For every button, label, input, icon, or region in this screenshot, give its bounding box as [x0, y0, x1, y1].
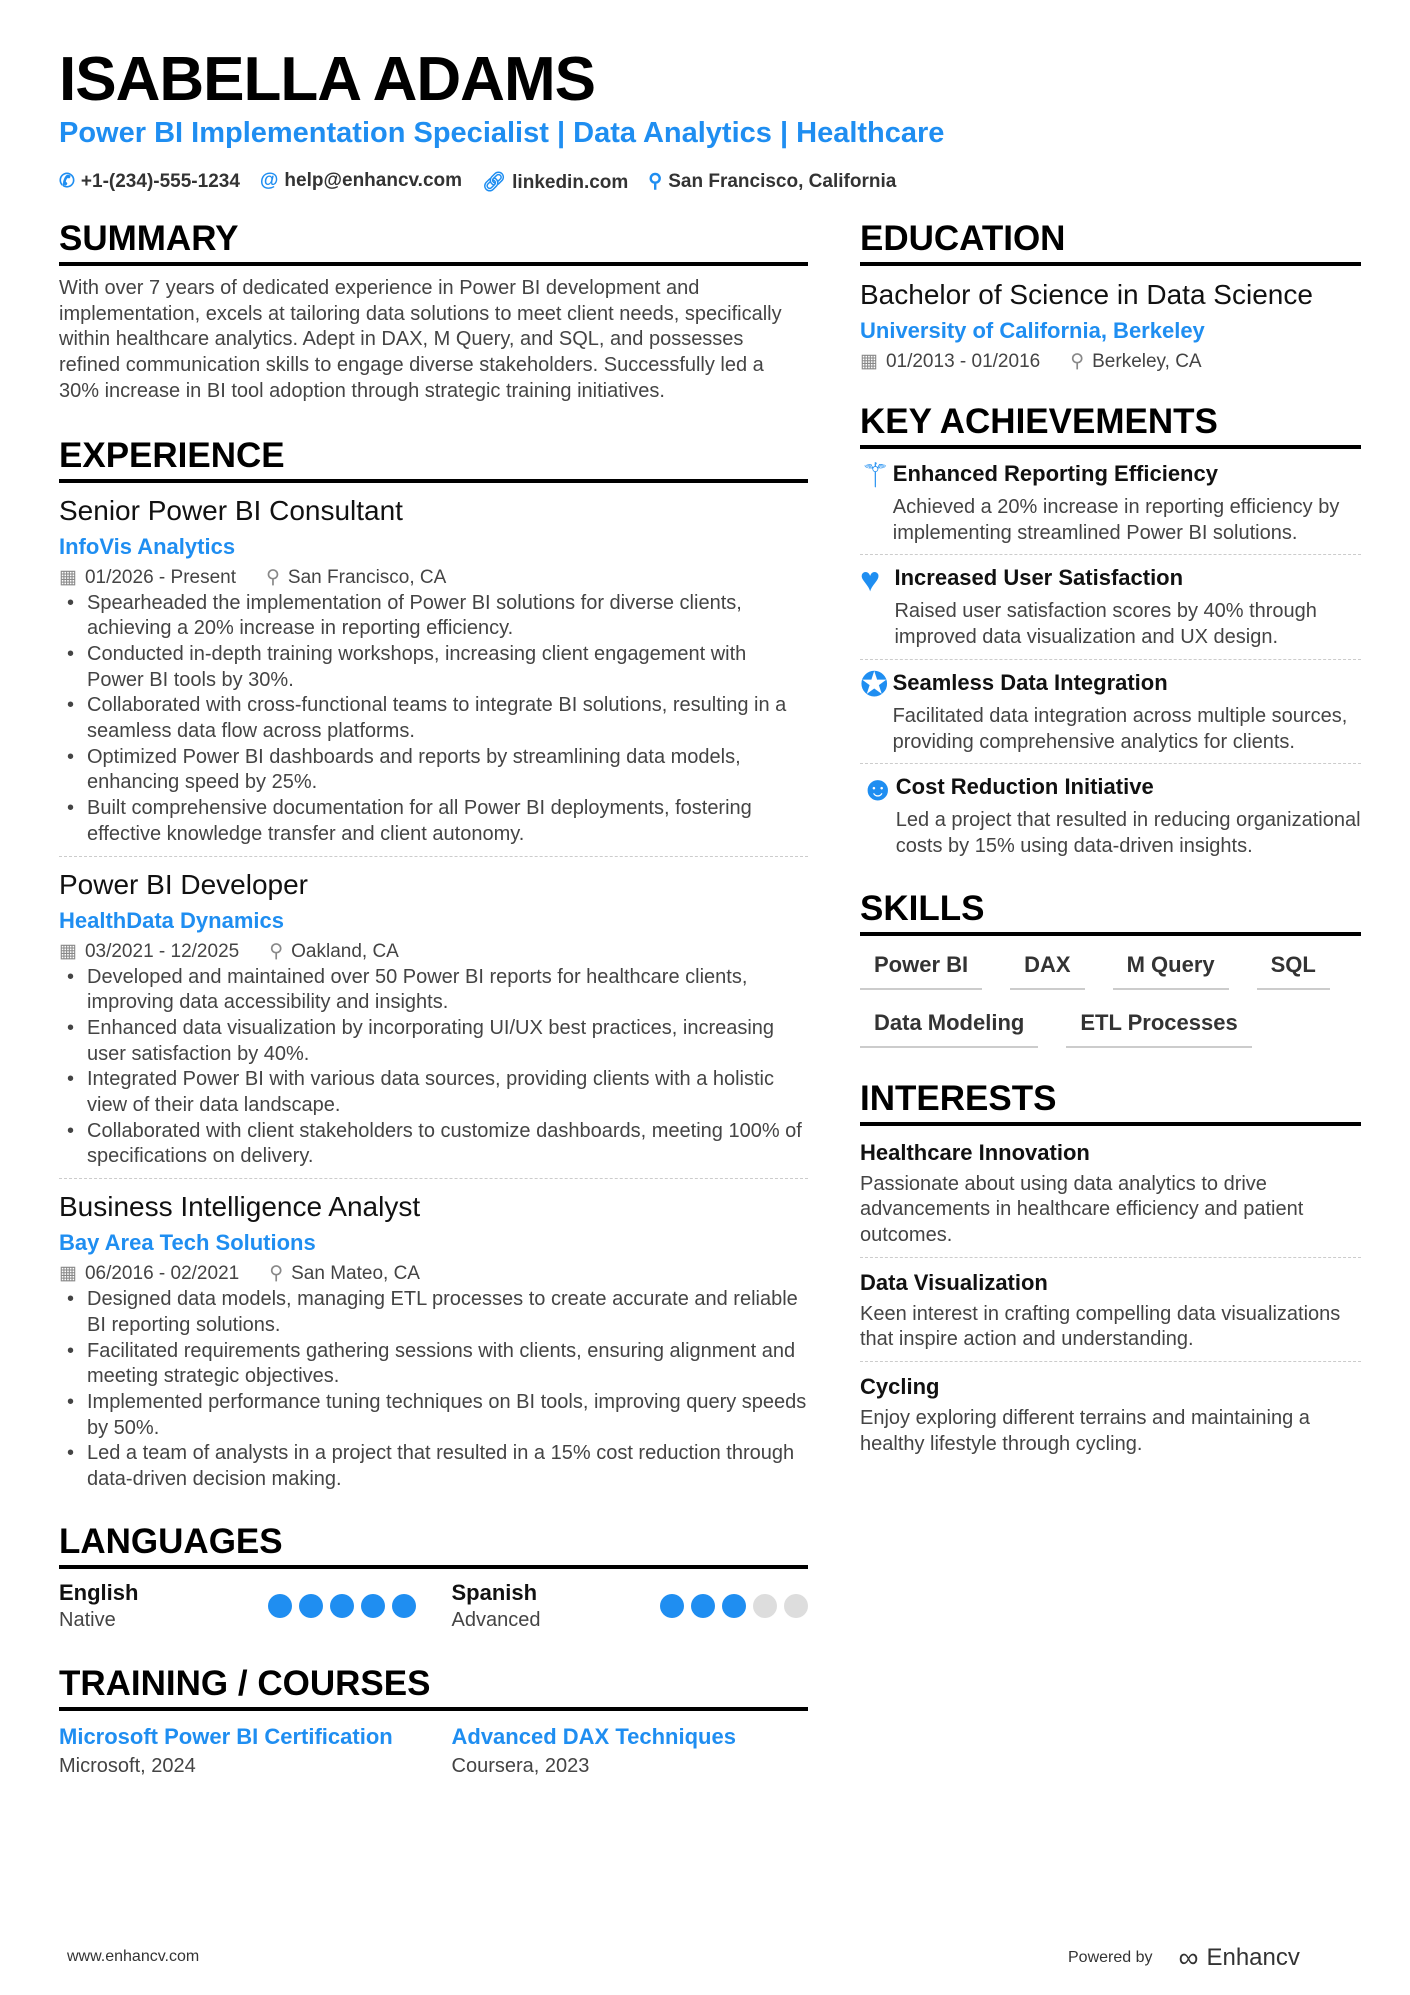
- education-section: [860, 218, 1361, 375]
- language-item: [452, 1579, 809, 1633]
- achievement-item: [860, 451, 1361, 555]
- bullet-item: • Integrated Power BI with various data sources, providing clients with a holistic view of their data landscape.: [59, 1067, 808, 1118]
- interest-item: [860, 1136, 1361, 1258]
- skill-tag: Power BI: [860, 946, 982, 990]
- language-info: [59, 1579, 138, 1633]
- footer-branding: Powered by ∞ Enhancv: [1068, 1942, 1300, 1973]
- linkedin[interactable]: 🔗︎ linkedin.com: [482, 172, 629, 193]
- section-heading: INTERESTS: [860, 1078, 1361, 1126]
- section-heading: KEY ACHIEVEMENTS: [860, 401, 1361, 449]
- rating-dot: [268, 1594, 292, 1618]
- company-name: InfoVis Analytics: [59, 533, 236, 559]
- bullet-item: • Enhanced data visualization by incorporating UI/UX best practices, increasing user satisfaction by 40%.: [59, 1016, 808, 1067]
- location-pin-icon: ⚲: [269, 1263, 284, 1285]
- bullet-item: • Developed and maintained over 50 Power BI reports for healthcare clients, improving data accessibility and insights.: [59, 965, 808, 1016]
- job-bullets: [59, 591, 808, 848]
- enhancv-logo: ∞ Enhancv: [1178, 1942, 1300, 1973]
- bullet-item: • Built comprehensive documentation for all Power BI deployments, fostering effective knowledge transfer and client autonomy.: [59, 796, 808, 847]
- calendar-icon: ▦: [59, 1263, 77, 1285]
- job-meta: [59, 565, 808, 591]
- job-location-text: Oakland, CA: [291, 940, 399, 962]
- bullet-item: • Spearheaded the implementation of Power BI solutions for diverse clients, achieving a 20% increase in reporting efficiency.: [59, 591, 808, 642]
- rating-dot: [330, 1594, 354, 1618]
- language-name: English: [59, 1579, 139, 1605]
- award-icon: ✪: [860, 665, 889, 704]
- interest-item: [860, 1266, 1361, 1362]
- language-rating: [660, 1594, 808, 1618]
- job-meta: [59, 1261, 808, 1287]
- summary-text: With over 7 years of dedicated experience in Power BI development and implementation, excels at tailoring data solutions to meet client needs, specifically within healthcare analytics. Adept in DAX, M Query, and SQL, and possesses refined communication skills to engage diverse stakeholders. Successfully led a 30% increase in BI tool adoption through strategic training initiatives.: [59, 277, 782, 402]
- interest-text: Enjoy exploring different terrains and maintaining a healthy lifestyle through cycling.: [860, 1407, 1310, 1455]
- section-heading: LANGUAGES: [59, 1521, 808, 1569]
- achievement-text: Facilitated data integration across multiple sources, providing comprehensive analytics for clients.: [892, 704, 1348, 753]
- job-location-text: San Francisco, CA: [287, 566, 447, 588]
- heart-icon: ♥: [860, 561, 881, 600]
- enhancv-logo-icon: ∞: [1178, 1942, 1199, 1973]
- rating-dot: [722, 1594, 746, 1618]
- achievements-section: [860, 401, 1361, 868]
- job-location-text: San Mateo, CA: [291, 1263, 420, 1285]
- bullet-item: • Optimized Power BI dashboards and reports by streamlining data models, enhancing speed by 25%.: [59, 745, 808, 796]
- school: University of California, Berkeley: [860, 318, 1205, 343]
- location-pin-icon: ⚲: [1070, 351, 1085, 372]
- achievement-title: Seamless Data Integration: [892, 669, 1168, 695]
- head-icon: ☻: [860, 770, 896, 809]
- calendar-icon: ▦: [860, 351, 878, 372]
- job-title: Power BI Developer: [59, 868, 309, 900]
- job-location: [269, 1261, 420, 1287]
- course-detail: Coursera, 2023: [451, 1754, 590, 1777]
- achievement-item: [860, 555, 1361, 659]
- rating-dot: [299, 1594, 323, 1618]
- job-bullets: [59, 965, 808, 1171]
- interest-title: Cycling: [860, 1374, 940, 1400]
- magic-wand-icon: ⚚: [860, 457, 891, 495]
- left-column: [59, 218, 808, 1779]
- location-pin-icon: ⚲: [269, 940, 284, 962]
- job-meta: [59, 939, 808, 965]
- phone: ✆ +1-(234)-555-1234: [59, 171, 240, 192]
- job-dates: [59, 939, 239, 965]
- languages-section: [59, 1521, 808, 1633]
- location: ⚲ San Francisco, California: [648, 171, 897, 192]
- rating-dot: [691, 1594, 715, 1618]
- bullet-item: • Collaborated with client stakeholders to customize dashboards, meeting 100% of specifications on delivery.: [59, 1119, 808, 1170]
- company-name: Bay Area Tech Solutions: [59, 1230, 316, 1256]
- at-icon: @: [259, 170, 279, 191]
- skill-tag: M Query: [1113, 946, 1229, 990]
- section-heading: TRAINING / COURSES: [59, 1663, 808, 1711]
- skill-tag: SQL: [1257, 946, 1330, 990]
- bullet-item: • Facilitated requirements gathering sessions with clients, ensuring alignment and meeting strategic objectives.: [59, 1339, 808, 1390]
- job-title: Senior Power BI Consultant: [59, 494, 403, 526]
- job-dates: [59, 1261, 239, 1287]
- language-rating: [268, 1594, 416, 1618]
- achievement-item: [860, 660, 1361, 764]
- achievement-body: [893, 668, 1361, 755]
- candidate-title: Power BI Implementation Specialist | Data Analytics | Healthcare: [59, 117, 945, 149]
- achievement-text: Raised user satisfaction scores by 40% through improved data visualization and UX design.: [894, 600, 1317, 649]
- rating-dot: [392, 1594, 416, 1618]
- job-dates-text: 06/2016 - 02/2021: [84, 1263, 240, 1285]
- job-entry: [59, 1189, 808, 1501]
- phone-icon: ✆: [59, 171, 75, 192]
- course-item: [452, 1721, 809, 1779]
- rating-dot: [784, 1594, 808, 1618]
- bullet-item: • Led a team of analysts in a project that resulted in a 15% cost reduction through data-driven decision making.: [59, 1441, 808, 1492]
- interest-text: Keen interest in crafting compelling data visualizations that inspire action and understanding.: [860, 1302, 1341, 1351]
- section-heading: EXPERIENCE: [59, 435, 808, 483]
- bullet-item: • Implemented performance tuning techniques on BI tools, improving query speeds by 50%.: [59, 1390, 808, 1441]
- skill-tag: ETL Processes: [1066, 1004, 1251, 1048]
- job-dates-text: 03/2021 - 12/2025: [84, 940, 240, 962]
- summary-section: [59, 218, 808, 405]
- job-dates-text: 01/2026 - Present: [84, 566, 236, 588]
- job-entry: [59, 493, 808, 857]
- right-column: [860, 218, 1361, 1474]
- language-info: [452, 1579, 541, 1633]
- job-bullets: [59, 1287, 808, 1493]
- interest-title: Data Visualization: [860, 1269, 1048, 1295]
- achievement-title: Increased User Satisfaction: [894, 565, 1184, 591]
- course-detail: Microsoft, 2024: [59, 1754, 196, 1777]
- language-level: Native: [59, 1608, 116, 1631]
- job-entry: [59, 867, 808, 1180]
- location-pin-icon: ⚲: [648, 171, 663, 192]
- section-heading: SKILLS: [860, 888, 1361, 936]
- achievement-text: Achieved a 20% increase in reporting efficiency by implementing streamlined Power BI solutions.: [892, 496, 1340, 544]
- rating-dot: [361, 1594, 385, 1618]
- link-icon: 🔗︎: [482, 172, 507, 193]
- calendar-icon: ▦: [59, 566, 77, 588]
- bullet-item: • Designed data models, managing ETL processes to create accurate and reliable BI reporting solutions.: [59, 1287, 808, 1338]
- achievement-title: Cost Reduction Initiative: [895, 774, 1154, 800]
- rating-dot: [753, 1594, 777, 1618]
- interest-item: [860, 1370, 1361, 1465]
- candidate-name: ISABELLA ADAMS: [59, 45, 595, 114]
- course-title[interactable]: Advanced DAX Techniques: [451, 1723, 736, 1749]
- job-location: [269, 939, 399, 965]
- job-dates: [59, 565, 236, 591]
- achievement-item: [860, 764, 1361, 867]
- contact-bar: [59, 170, 896, 194]
- course-item: [59, 1721, 416, 1779]
- achievement-body: [893, 459, 1361, 546]
- location-pin-icon: ⚲: [266, 566, 280, 588]
- job-location: [266, 565, 446, 591]
- course-title[interactable]: Microsoft Power BI Certification: [59, 1723, 393, 1749]
- email[interactable]: @ help@enhancv.com: [259, 170, 463, 191]
- achievement-body: [896, 772, 1361, 859]
- interests-section: [860, 1078, 1361, 1466]
- footer-website[interactable]: www.enhancv.com: [67, 1948, 200, 1965]
- section-heading: SUMMARY: [59, 218, 808, 266]
- education-meta: ▦ 01/2013 - 01/2016 ⚲ Berkeley, CA: [860, 351, 1202, 372]
- rating-dot: [660, 1594, 684, 1618]
- job-title: Business Intelligence Analyst: [59, 1191, 421, 1223]
- bullet-item: • Collaborated with cross-functional teams to integrate BI solutions, resulting in a seamless data flow across platforms.: [59, 693, 808, 744]
- skills-section: [860, 888, 1361, 1048]
- training-section: [59, 1663, 808, 1779]
- interest-title: Healthcare Innovation: [860, 1139, 1090, 1165]
- language-name: Spanish: [451, 1579, 538, 1605]
- degree: Bachelor of Science in Data Science: [860, 279, 1313, 310]
- calendar-icon: ▦: [59, 940, 77, 962]
- achievement-title: Enhanced Reporting Efficiency: [892, 461, 1218, 486]
- company-name: HealthData Dynamics: [59, 907, 284, 933]
- interest-text: Passionate about using data analytics to drive advancements in healthcare efficiency and patient outcomes.: [860, 1172, 1304, 1247]
- experience-section: [59, 435, 808, 1501]
- language-level: Advanced: [451, 1608, 541, 1631]
- skill-tag: Data Modeling: [860, 1004, 1038, 1048]
- section-heading: EDUCATION: [860, 218, 1361, 266]
- bullet-item: • Conducted in-depth training workshops, increasing client engagement with Power BI tools by 30%.: [59, 642, 808, 693]
- achievement-text: Led a project that resulted in reducing organizational costs by 15% using data-driven insights.: [895, 809, 1361, 857]
- achievement-body: [894, 563, 1361, 650]
- skill-tag: DAX: [1010, 946, 1084, 990]
- language-item: [59, 1579, 416, 1633]
